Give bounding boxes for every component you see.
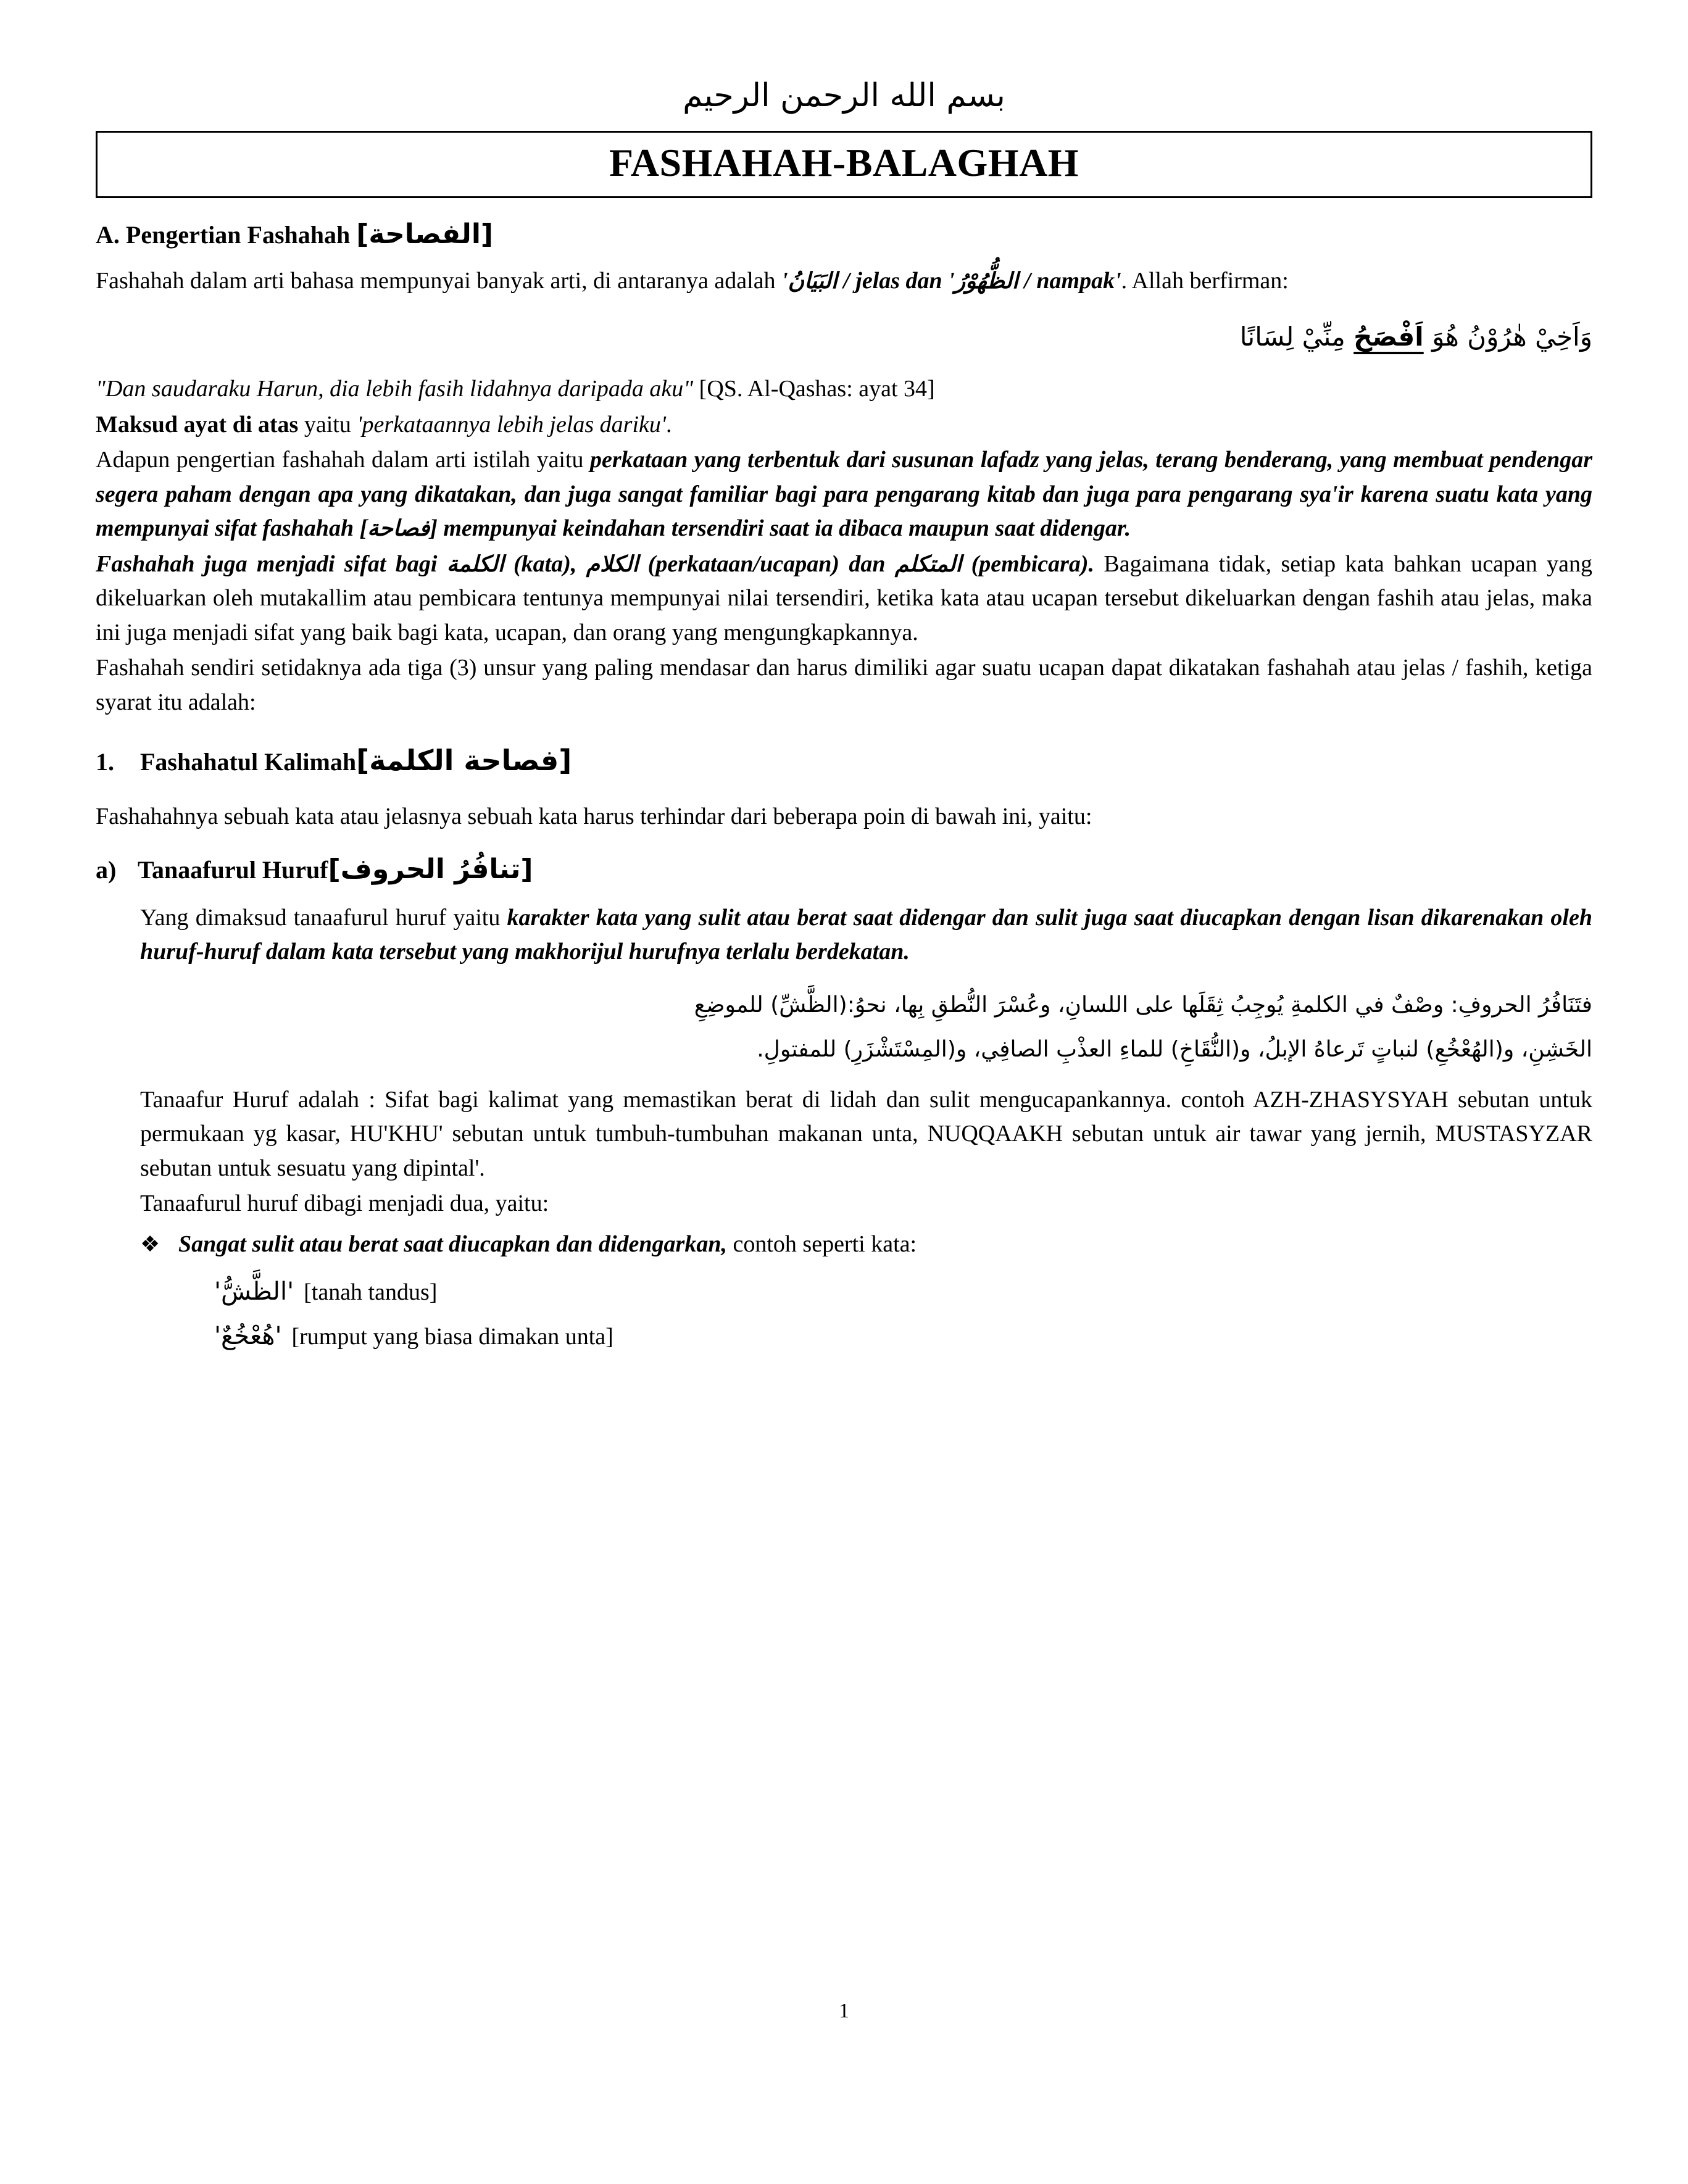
example-arabic-word: 'هُعْخُعٌ' (214, 1321, 282, 1350)
paragraph-tiga-unsur: Fashahah sendiri setidaknya ada tiga (3) unsur yang paling mendasar dan harus dimiliki agar suatu ucapan dapat dikatakan fashahah atau jelas / fashih, ketiga syarat itu adalah: (96, 655, 1592, 715)
diamond-bullet-icon: ❖ (140, 1231, 160, 1256)
translation-source: [QS. Al-Qashas: ayat 34] (693, 376, 935, 402)
paragraph-pengertian-istilah (96, 443, 1592, 546)
sifat-explanation: Bagaimana tidak, setiap kata bahkan ucapan yang dikeluarkan oleh mutakallim atau pembicara tentunya mempunyai nilai tersendiri, ketika kata atau ucapan tersebut dikeluarkan dengan fashih atau jelas, maka ini juga menjadi sifat yang baik bagi kata, ucapan, dan orang yang mengungkapkannya. (96, 550, 1593, 646)
heading-group (140, 743, 572, 779)
heading-tanaafurul-huruf (96, 852, 1592, 886)
example-item (140, 1277, 1592, 1306)
para-mid2: / nampak' (1018, 268, 1121, 294)
paragraph-tanaafur-definition (140, 901, 1592, 970)
page-number: 1 (839, 1999, 849, 2022)
example-gloss: [rumput yang biasa dimakan unta] (291, 1323, 613, 1350)
heading-group (138, 852, 533, 886)
paragraph-kalimah-intro: Fashahahnya sebuah kata atau jelasnya sebuah kata harus terhindar dari beberapa poin di bawah ini, yaitu: (96, 803, 1092, 829)
bullet-item-sangat-sulit (140, 1227, 1592, 1261)
page-title: FASHAHAH-BALAGHAH (609, 141, 1079, 185)
heading-pengertian-fashahah (96, 217, 1592, 252)
verse-underlined-word: اَفْصَحُ (1353, 321, 1424, 352)
heading-marker: A. (96, 221, 120, 249)
heading-arabic: [تنافُرُ الحروف] (328, 853, 533, 885)
sifat-intro: Fashahah juga menjadi sifat bagi (96, 550, 447, 577)
arabic-albayan: البَيَانُ (788, 268, 838, 294)
bullet-rest: contoh seperti kata: (726, 1231, 917, 1257)
sifat-gloss1: (kata), (504, 550, 586, 577)
arabic-almutakallim: المتكلم (894, 551, 962, 577)
istilah-definition-part2: ] mempunyai keindahan tersendiri saat ia dibaca maupun saat didengar. (430, 515, 1131, 542)
istilah-definition-part1: perkataan yang terbentuk dari susunan lafadz yang jelas, terang benderang, yang membuat pendengar segera paham dengan apa yang dikatakan, dan juga sangat familiar bagi para pengarang kitab dan juga para pengarang sya'ir karena suatu kata yang mempunyai sifat fashahah [ (96, 447, 1592, 542)
maksud-label: Maksud ayat di atas (96, 411, 299, 438)
example-arabic-word: 'الظَّشُّ' (214, 1277, 294, 1306)
example-item (140, 1322, 1592, 1350)
arabic-fashahah: فصاحة (367, 516, 430, 542)
heading-fashahatul-kalimah (96, 743, 1592, 779)
heading-label: Tanaafurul Huruf (138, 856, 328, 884)
arabic-alkalam: الكلام (586, 551, 639, 577)
para-end: . Allah berfirman: (1121, 268, 1289, 294)
heading-arabic: [فصاحة الكلمة] (356, 744, 572, 778)
quote-open: ' (781, 268, 788, 294)
paragraph-sifat-bagi (96, 547, 1592, 650)
tanaafur-body (140, 901, 1592, 1350)
maksud-connector: yaitu (298, 411, 357, 438)
heading-label: Pengertian Fashahah (125, 221, 351, 249)
definition-emphasis: karakter kata yang sulit atau berat saat didengar dan sulit juga saat diucapkan dengan lisan dikarenakan oleh huruf-huruf dalam kata tersebut yang makhorijul hurufnya terlalu berdekatan. (140, 905, 1592, 965)
page-content (96, 74, 1592, 1366)
maksud-period: . (666, 411, 672, 438)
document-title-box (96, 131, 1592, 198)
maksud-meaning: 'perkataannya lebih jelas dariku' (357, 411, 666, 438)
example-gloss: [tanah tandus] (304, 1279, 438, 1305)
para-mid1: / jelas dan ' (837, 268, 955, 294)
bullet-emphasis: Sangat sulit atau berat saat diucapkan dan didengarkan, (178, 1231, 727, 1257)
quran-verse (96, 315, 1592, 359)
arabic-alkalimah: الكلمة (446, 551, 504, 577)
sifat-gloss3: (pembicara). (962, 550, 1095, 577)
paragraph-tanaafur-explanation: Tanaafur Huruf adalah : Sifat bagi kalimat yang memastikan berat di lidah dan sulit mengucapankannya. contoh AZH-ZHASYSYAH sebutan untuk permukaan yg kasar, HU'KHU' sebutan untuk tumbuh-tumbuhan makanan unta, NUQQAAKH sebutan untuk air tawar yang jernih, MUSTASYZAR sebutan untuk sesuatu yang dipintal'. (140, 1086, 1592, 1181)
verse-translation (96, 372, 1592, 406)
verse-before: وَاَخِيْ هٰرُوْنُ هُوَ (1423, 321, 1592, 352)
sifat-gloss2: (perkataan/ucapan) dan (638, 550, 895, 577)
arabic-azhzhuhur: الظُّهُوْرُ (954, 268, 1018, 294)
heading-arabic: [الفصاحة] (356, 218, 494, 251)
bullet-text (178, 1227, 917, 1261)
para-text: Fashahah dalam arti bahasa mempunyai banyak arti, di antaranya adalah (96, 268, 782, 294)
heading-label: Fashahatul Kalimah (140, 748, 357, 776)
basmala-header: بسم الله الرحمن الرحيم (683, 77, 1005, 114)
heading-letter-marker: a) (96, 856, 117, 884)
arabic-quote-line-2: الخَشِنِ، و(الهُعْخُعِ) لنباتٍ تَرعاهُ الإبلُ، و(النُّقَاخِ) للماءِ العذْبِ الصافِي، و(المِسْتَشْزَرِ) للمفتولِ. (757, 1036, 1592, 1062)
istilah-intro: Adapun pengertian fashahah dalam arti istilah yaitu (96, 447, 590, 473)
maksud-ayat-line (96, 408, 1592, 442)
paragraph-fashahah-bahasa (96, 264, 1592, 298)
definition-intro: Yang dimaksud tanaafurul huruf yaitu (140, 905, 507, 931)
paragraph-tanaafur-divided: Tanaafurul huruf dibagi menjadi dua, yaitu: (140, 1190, 549, 1217)
heading-number-marker: 1. (96, 748, 114, 776)
arabic-quote-line-1: فتَنَافُرُ الحروفِ: وصْفٌ في الكلمةِ يُوجِبُ ثِقَلَها على اللسانِ، وعُسْرَ النُّطقِ بِها، نحوُ:(الظَّشِّ) للموضِعِ (694, 992, 1592, 1018)
translation-text: "Dan saudaraku Harun, dia lebih fasih lidahnya daripada aku" (96, 376, 694, 402)
arabic-quote-tanaafur (140, 983, 1592, 1072)
verse-after: مِنِّيْ لِسَانًا (1239, 321, 1354, 352)
